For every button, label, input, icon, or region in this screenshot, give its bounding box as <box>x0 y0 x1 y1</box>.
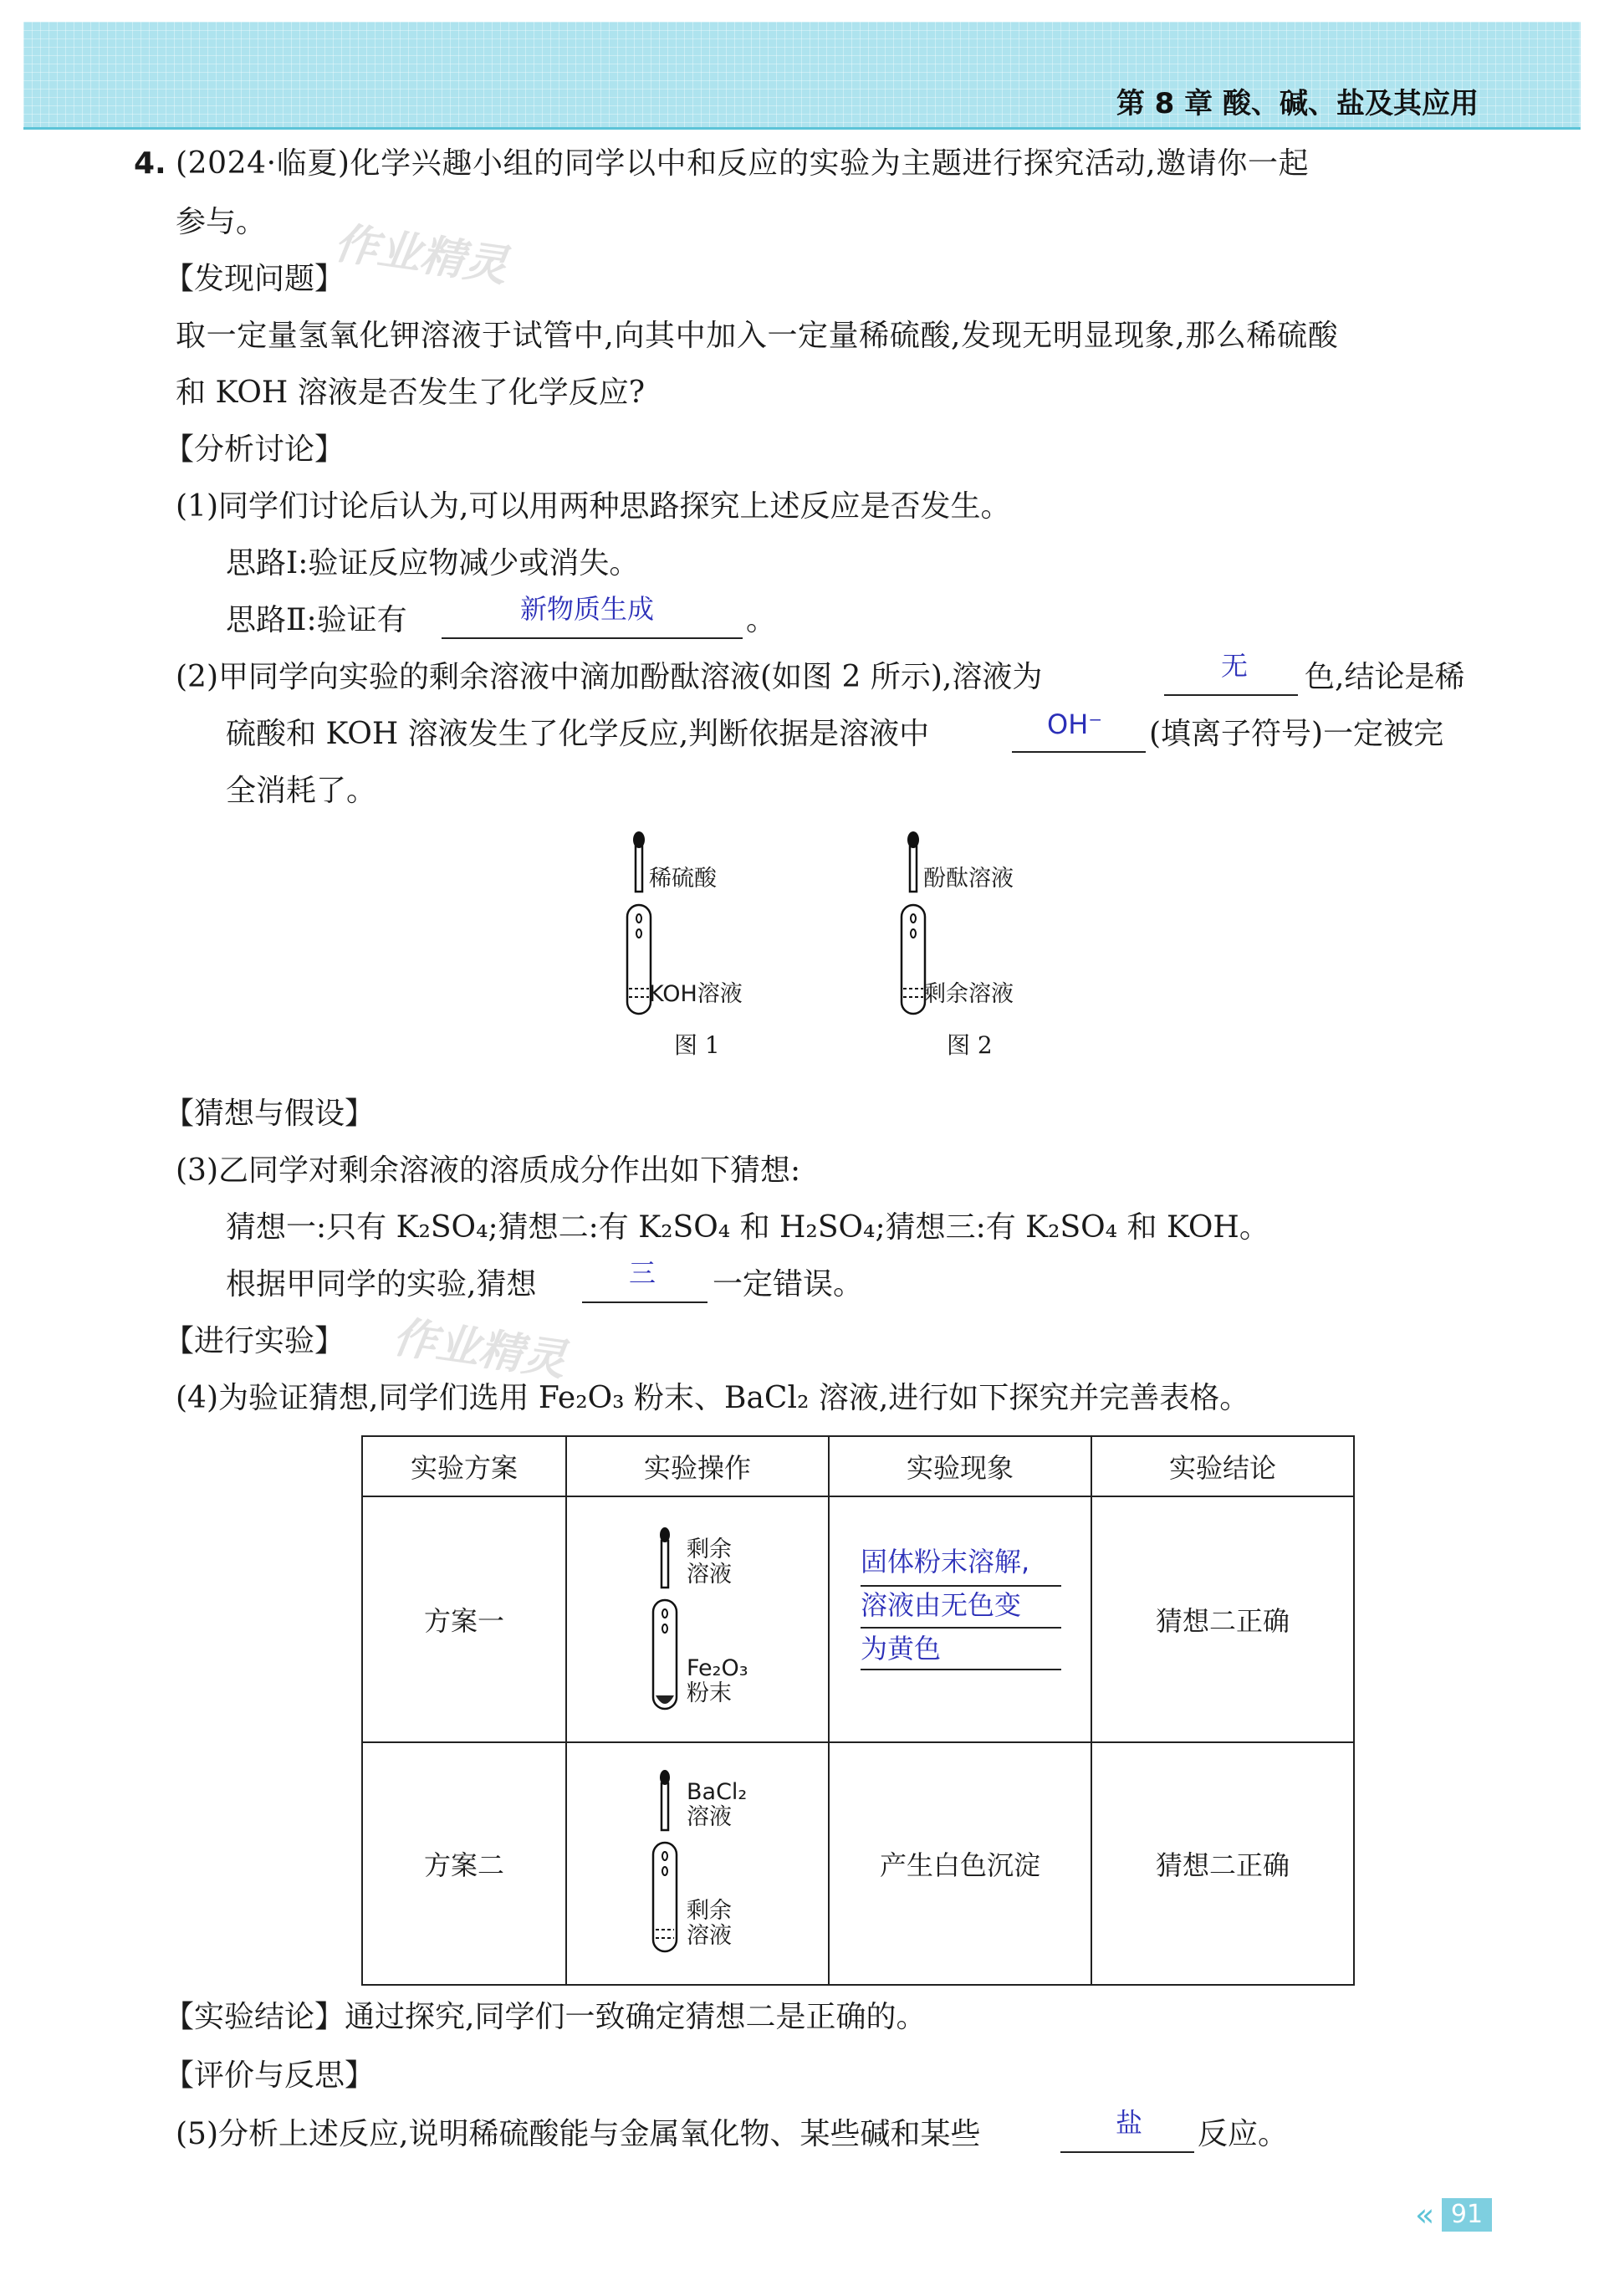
question-intro: (2024·临夏)化学兴趣小组的同学以中和反应的实验为主题进行探究活动,邀请你一起 <box>176 146 1310 181</box>
scheme2-tube-label: 溶液 <box>687 1923 732 1949</box>
part2-line2: 硫酸和 KOH 溶液发生了化学反应,判断依据是溶液中 <box>226 717 930 751</box>
scheme-cell: 方案一 <box>362 1496 566 1742</box>
page-number: 91 <box>1442 2198 1492 2232</box>
table-header: 实验结论 <box>1091 1436 1354 1496</box>
operation-cell <box>566 1742 829 1985</box>
answer-blank <box>861 1627 1061 1629</box>
discover-text-cont: 和 KOH 溶液是否发生了化学反应? <box>176 376 646 410</box>
question-intro-cont: 参与。 <box>176 205 267 239</box>
phenomenon-cell: 产生白色沉淀 <box>829 1742 1091 1985</box>
guesses: 猜想一:只有 K₂SO₄;猜想二:有 K₂SO₄ 和 H₂SO₄;猜想三:有 K₂SO₄ 和 KOH。 <box>226 1210 1269 1245</box>
scheme2-dropper-label: 溶液 <box>687 1804 732 1830</box>
section-analyze: 【分析讨论】 <box>164 432 345 467</box>
judge-suffix: 一定错误。 <box>713 1267 864 1301</box>
idea1: 思路Ⅰ:验证反应物减少或消失。 <box>226 546 640 580</box>
table-row <box>362 1496 1354 1742</box>
answer-blank <box>861 1585 1061 1587</box>
idea2-prefix: 思路Ⅱ:验证有 <box>226 603 407 637</box>
phenomenon-answer: 为黄色 <box>861 1633 942 1664</box>
judge-prefix: 根据甲同学的实验,猜想 <box>226 1267 537 1301</box>
part4-text: (4)为验证猜想,同学们选用 Fe₂O₃ 粉末、BaCl₂ 溶液,进行如下探究并完善表格。 <box>176 1381 1250 1415</box>
answer-salt: 盐 <box>1116 2107 1143 2139</box>
phenomenon-answer: 溶液由无色变 <box>861 1589 1022 1621</box>
table-row <box>362 1742 1354 1985</box>
discover-text: 取一定量氢氧化钾溶液于试管中,向其中加入一定量稀硫酸,发现无明显现象,那么稀硫酸 <box>176 319 1339 353</box>
watermark: 作业精灵 <box>390 1312 570 1387</box>
table-header: 实验方案 <box>362 1436 566 1496</box>
answer-blank <box>442 637 743 639</box>
answer-new-substance: 新物质生成 <box>520 593 655 625</box>
scheme1-dropper-label: 剩余 <box>687 1537 732 1562</box>
question-number: 4. <box>134 146 166 181</box>
table-header: 实验现象 <box>829 1436 1091 1496</box>
experiment-table <box>361 1435 1355 1986</box>
fig1-dropper-label: 稀硫酸 <box>649 866 717 892</box>
answer-blank <box>582 1301 707 1303</box>
answer-blank <box>861 1669 1061 1670</box>
part2-line2-suffix: (填离子符号)一定被完 <box>1149 717 1444 751</box>
part2-line1: (2)甲同学向实验的剩余溶液中滴加酚酞溶液(如图 2 所示),溶液为 <box>176 660 1043 694</box>
scheme1-tube-label: 粉末 <box>687 1680 732 1706</box>
chevron-left-icon: « <box>1415 2196 1435 2233</box>
table-header-row <box>362 1436 1354 1496</box>
scheme2-dropper-label: BaCl₂ <box>687 1779 748 1805</box>
section-experiment: 【进行实验】 <box>164 1324 345 1358</box>
section-reflection: 【评价与反思】 <box>164 2058 375 2093</box>
conclusion-text: 通过探究,同学们一致确定猜想二是正确的。 <box>345 2000 927 2034</box>
phenomenon-answer: 固体粉末溶解, <box>861 1546 1030 1578</box>
operation-cell <box>566 1496 829 1742</box>
answer-blank <box>1060 2151 1194 2153</box>
chapter-title: 第 8 章 酸、碱、盐及其应用 <box>1116 87 1479 120</box>
scheme2-apparatus <box>648 1769 690 1961</box>
section-hypothesis: 【猜想与假设】 <box>164 1097 375 1131</box>
part3-text: (3)乙同学对剩余溶液的溶质成分作出如下猜想: <box>176 1153 801 1188</box>
conclusion-cell: 猜想二正确 <box>1091 1496 1354 1742</box>
header-divider <box>23 127 1581 130</box>
fig2-dropper-label: 酚酞溶液 <box>923 866 1014 892</box>
part2-line3: 全消耗了。 <box>226 774 377 808</box>
part1-text: (1)同学们讨论后认为,可以用两种思路探究上述反应是否发生。 <box>176 489 1011 524</box>
scheme-cell: 方案二 <box>362 1742 566 1985</box>
watermark: 作业精灵 <box>331 217 511 293</box>
fig1-tube-label: KOH溶液 <box>649 981 743 1007</box>
answer-blank <box>1164 694 1298 696</box>
phenomenon-cell <box>829 1496 1091 1742</box>
scheme1-dropper-label: 溶液 <box>687 1562 732 1588</box>
answer-ion: OH⁻ <box>1047 708 1103 740</box>
answer-wrong-guess: 三 <box>629 1257 656 1289</box>
conclusion-cell: 猜想二正确 <box>1091 1742 1354 1985</box>
idea2-suffix: 。 <box>746 603 777 637</box>
section-discover: 【发现问题】 <box>164 262 345 296</box>
fig2-caption: 图 2 <box>947 1031 993 1059</box>
part5-suffix: 反应。 <box>1198 2117 1289 2151</box>
scheme1-tube-label: Fe₂O₃ <box>687 1655 748 1681</box>
table-header: 实验操作 <box>566 1436 829 1496</box>
fig2-tube-label: 剩余溶液 <box>923 981 1014 1007</box>
section-conclusion: 【实验结论】 <box>164 2000 345 2034</box>
answer-blank <box>1012 751 1146 753</box>
answer-color: 无 <box>1221 650 1249 682</box>
scheme2-tube-label: 剩余 <box>687 1898 732 1924</box>
scheme1-apparatus <box>648 1526 690 1719</box>
fig1-caption: 图 1 <box>674 1031 720 1059</box>
part2-line1-suffix: 色,结论是稀 <box>1305 660 1465 694</box>
part5-prefix: (5)分析上述反应,说明稀硫酸能与金属氧化物、某些碱和某些 <box>176 2117 981 2151</box>
